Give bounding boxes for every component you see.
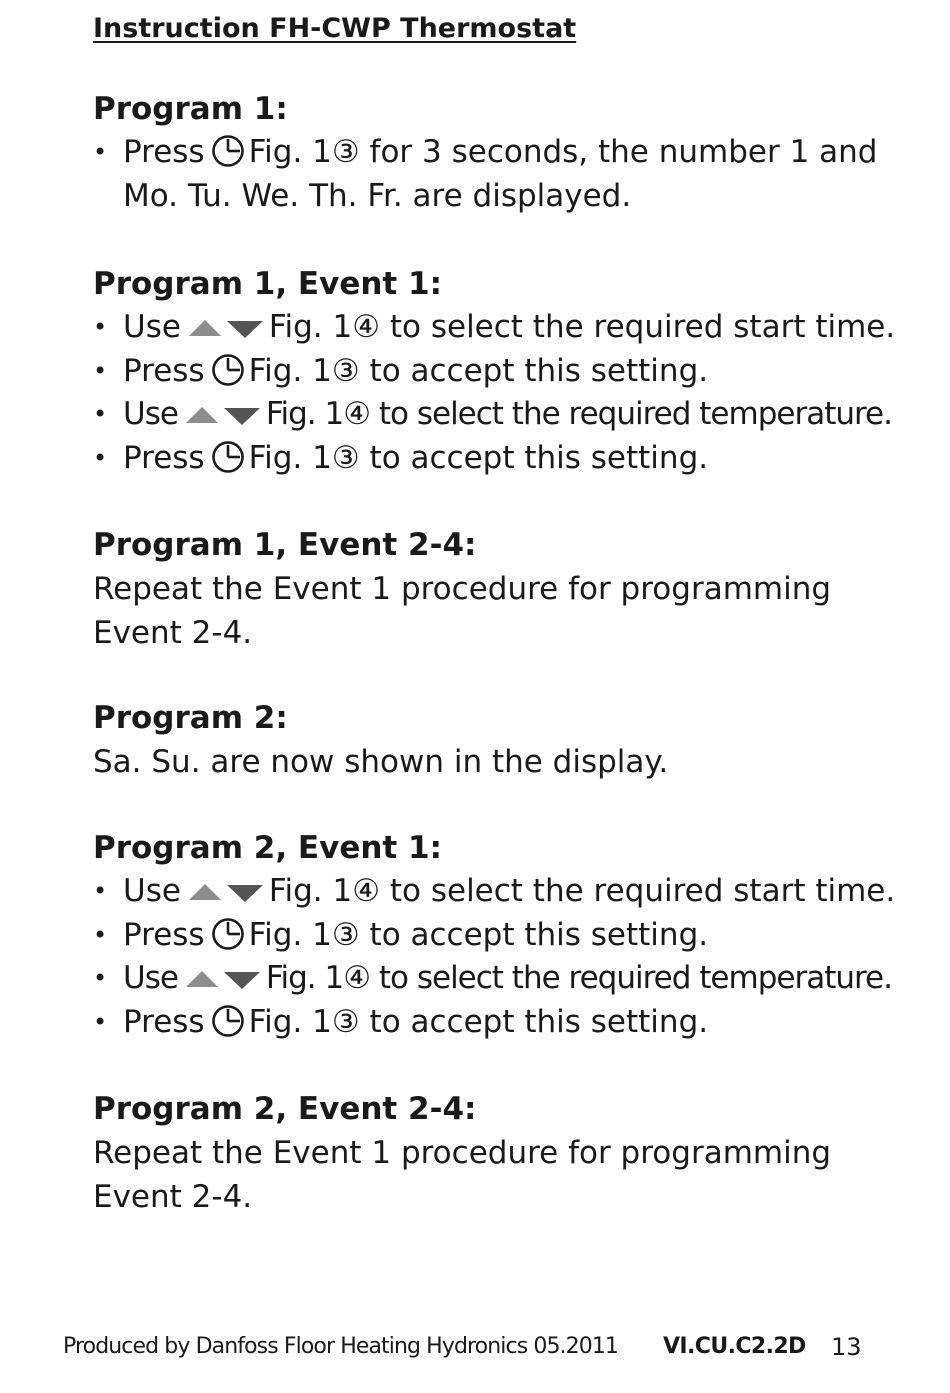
page-number: 13 [831,1333,862,1361]
bullet-list [93,306,923,480]
list-item [93,393,923,437]
bullet-verb: Press [123,439,205,476]
bullet-text: Fig. 1④ to select the required temperature. [265,960,892,996]
clock-icon [211,440,245,474]
bullet-verb: Press [123,352,205,389]
bullet-dot: • [93,313,108,341]
section-program-1-event-2-4 [93,524,923,655]
bullet-verb: Press [123,916,205,953]
section-program-1 [93,88,923,218]
section-program-2-event-1 [93,827,923,1044]
section-heading: Program 1: [93,91,288,127]
paragraph-line: Event 2-4. [93,1179,253,1215]
bullet-text: Fig. 1③ to accept this setting. [248,352,709,389]
bullet-dot: • [93,443,108,472]
clock-icon [211,1004,245,1038]
bullet-text: Fig. 1④ to select the required start time. [268,309,896,345]
list-item [93,131,923,218]
clock-icon [211,917,245,951]
bullet-dot: • [93,964,107,992]
up-down-arrows-icon [185,317,267,339]
list-item [93,1001,923,1045]
paragraph-line: Repeat the Event 1 procedure for programming [93,571,832,607]
bullet-verb: Press [123,1003,205,1040]
bullet-text: Fig. 1③ for 3 seconds, the number 1 and [248,134,878,170]
footer-produced-by: Produced by Danfoss Floor Heating Hydronics 05.2011 [63,1334,619,1359]
bullet-verb: Use [123,960,178,996]
bullet-dot: • [93,138,108,166]
paragraph-line: Event 2-4. [93,615,253,651]
section-program-2-event-2-4 [93,1088,923,1219]
bullet-text: Fig. 1③ to accept this setting. [248,916,709,953]
bullet-text: Fig. 1③ to accept this setting. [248,439,709,476]
clock-icon [211,134,245,168]
list-item [93,870,923,914]
section-heading: Program 2, Event 1: [93,830,442,866]
section-heading: Program 2, Event 2-4: [93,1091,477,1127]
bullet-dot: • [93,400,107,428]
section-heading: Program 1, Event 2-4: [93,527,477,563]
bullet-list [93,131,923,218]
up-down-arrows-icon [182,404,264,426]
bullet-dot: • [93,920,108,949]
section-heading: Program 1, Event 1: [93,266,442,302]
paragraph-line: Repeat the Event 1 procedure for programming [93,1135,832,1171]
bullet-verb: Use [123,396,178,432]
section-heading: Program 2: [93,700,288,736]
bullet-dot: • [93,877,108,905]
page-footer [63,1327,923,1367]
bullet-verb: Use [123,309,181,345]
bullet-dot: • [93,356,108,385]
clock-icon [211,353,245,387]
bullet-dot: • [93,1007,108,1036]
bullet-verb: Press [123,134,205,170]
list-item [93,914,923,958]
list-item [93,957,923,1001]
section-program-2 [93,697,923,784]
list-item [93,437,923,481]
list-item [93,350,923,394]
bullet-verb: Use [123,873,181,909]
up-down-arrows-icon [182,968,264,990]
bullet-continuation: Mo. Tu. We. Th. Fr. are displayed. [123,177,632,214]
list-item [93,306,923,350]
paragraph-line: Sa. Su. are now shown in the display. [93,744,669,780]
document-title: Instruction FH-CWP Thermostat [93,13,577,44]
bullet-text: Fig. 1④ to select the required temperature. [265,396,892,432]
footer-doc-code: VI.CU.C2.2D [663,1334,806,1359]
bullet-text: Fig. 1③ to accept this setting. [248,1003,709,1040]
up-down-arrows-icon [185,881,267,903]
section-program-1-event-1 [93,263,923,480]
bullet-list [93,870,923,1044]
bullet-text: Fig. 1④ to select the required start time. [268,873,896,909]
